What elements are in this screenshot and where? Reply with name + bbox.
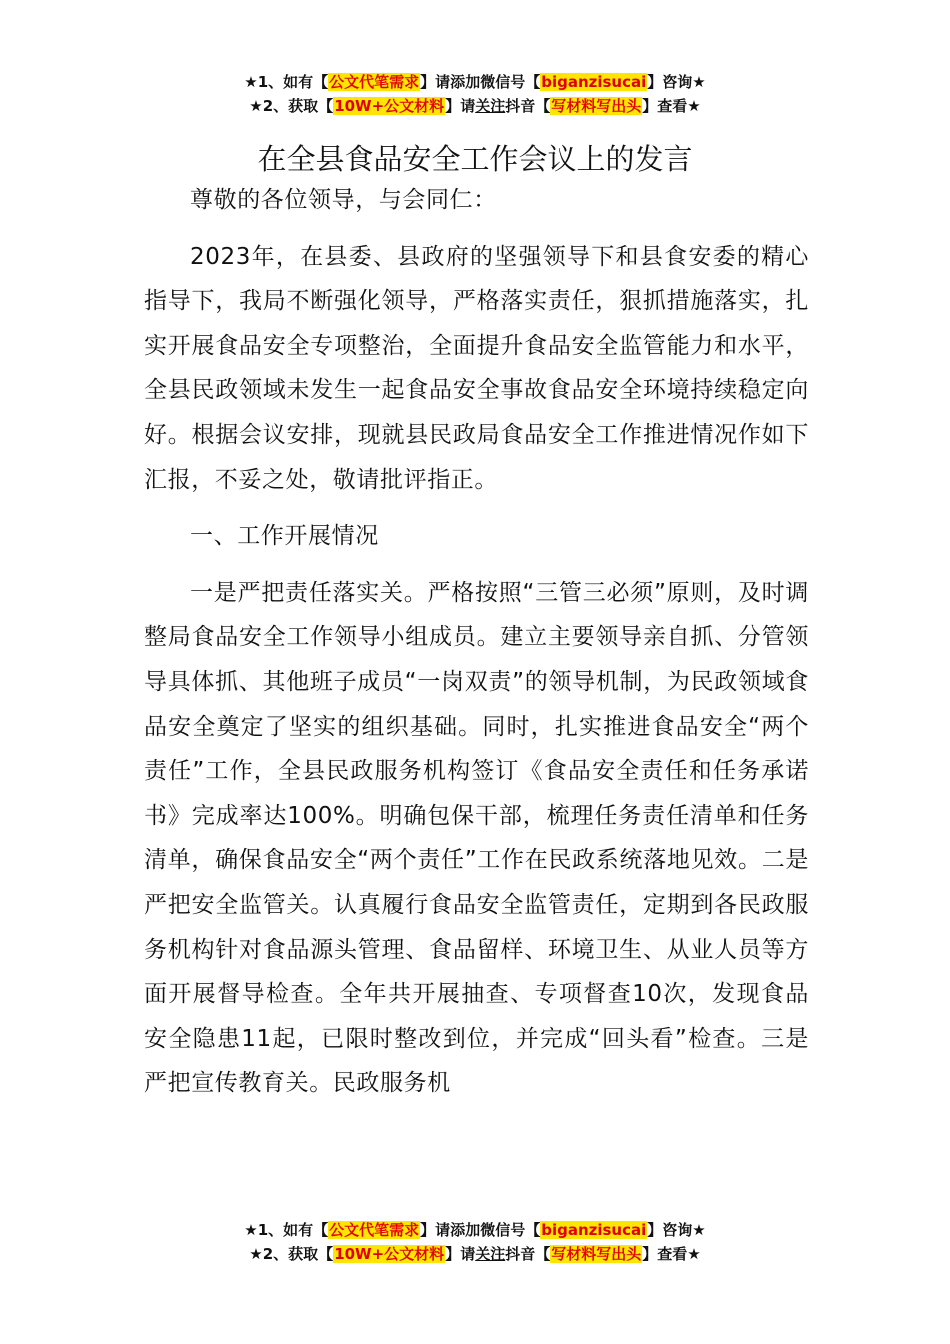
section-heading: 一、工作开展情况 [190, 523, 379, 550]
promo-line-1 [0, 70, 950, 94]
intro-paragraph: 2023年，在县委、县政府的坚强领导下和县食安委的精心指导下，我局不断强化领导，严格落实责任，狠抓措施落实，扎实开展食品安全专项整治，全面提升食品安全监管能力和水平，全县民政领域未发生一起食品安全事故食品安全环境持续稳定向好。根据会议安排，现就县民政局食品安全工作推进情况作如下汇报，不妥之处，敬请批评指正。 [144, 243, 809, 493]
document-body [144, 178, 809, 1118]
promo-line-2 [0, 1242, 950, 1266]
salutation: 尊敬的各位领导，与会同仁： [190, 187, 497, 213]
promo-text: ★1、如有【 [244, 1221, 329, 1239]
promo-text: 抖音【 [505, 97, 551, 115]
promo-text: 微信号【 [480, 1221, 541, 1239]
promo-text: ★2、获取【 [249, 97, 334, 115]
promo-highlight: 10W+公文材料 [334, 97, 445, 115]
promo-wechat-id: biganzisucai [541, 73, 647, 91]
promo-text: ★2、获取【 [249, 1245, 334, 1263]
promo-highlight: 公文代笔需求 [329, 73, 420, 91]
promo-line-2 [0, 94, 950, 118]
section-paragraph: 一是严把责任落实关。严格按照“三管三必须”原则，及时调整局食品安全工作领导小组成员。建立主要领导亲自抓、分管领导具体抓、其他班子成员“一岗双责”的领导机制，为民政领域食品安全奠定了坚实的组织基础。同时，扎实推进食品安全“两个责任”工作，全县民政服务机构签订《食品安全责任和任务承诺书》完成率达100%。明确包保干部，梳理任务责任清单和任务清单，确保食品安全“两个责任”工作在民政系统落地见效。二是严把安全监管关。认真履行食品安全监管责任，定期到各民政服务机构针对食品源头管理、食品留样、环境卫生、从业人员等方面开展督导检查。全年共开展抽查、专项督查10次，发现食品安全隐患11起，已限时整改到位，并完成“回头看”检查。三是严把宣传教育关。民政服务机 [144, 579, 809, 1097]
promo-emphasis: 加 [465, 1221, 481, 1239]
promo-text: 】请 [445, 1245, 476, 1263]
promo-text: 】咨询★ [647, 1221, 706, 1239]
promo-highlight: 公文代笔需求 [329, 1221, 420, 1239]
promo-text: 抖音【 [505, 1245, 551, 1263]
promo-douyin-account: 写材料写出头 [551, 1245, 642, 1263]
promo-wechat-id: biganzisucai [541, 1221, 647, 1239]
promo-emphasis: 关注 [475, 1245, 506, 1263]
promo-line-1 [0, 1218, 950, 1242]
promo-douyin-account: 写材料写出头 [551, 97, 642, 115]
promo-text: 微信号【 [480, 73, 541, 91]
promo-text: 】咨询★ [647, 73, 706, 91]
promo-text: 】查看★ [642, 1245, 701, 1263]
promo-text: 】请添 [420, 1221, 466, 1239]
promo-text: 】请添 [420, 73, 466, 91]
top-promo-banner [0, 70, 950, 118]
document-title: 在全县食品安全工作会议上的发言 [257, 142, 693, 177]
promo-emphasis: 关注 [475, 97, 506, 115]
promo-text: 】请 [445, 97, 476, 115]
promo-highlight: 10W+公文材料 [334, 1245, 445, 1263]
promo-text: ★1、如有【 [244, 73, 329, 91]
promo-emphasis: 加 [465, 73, 481, 91]
bottom-promo-banner [0, 1218, 950, 1266]
promo-text: 】查看★ [642, 97, 701, 115]
